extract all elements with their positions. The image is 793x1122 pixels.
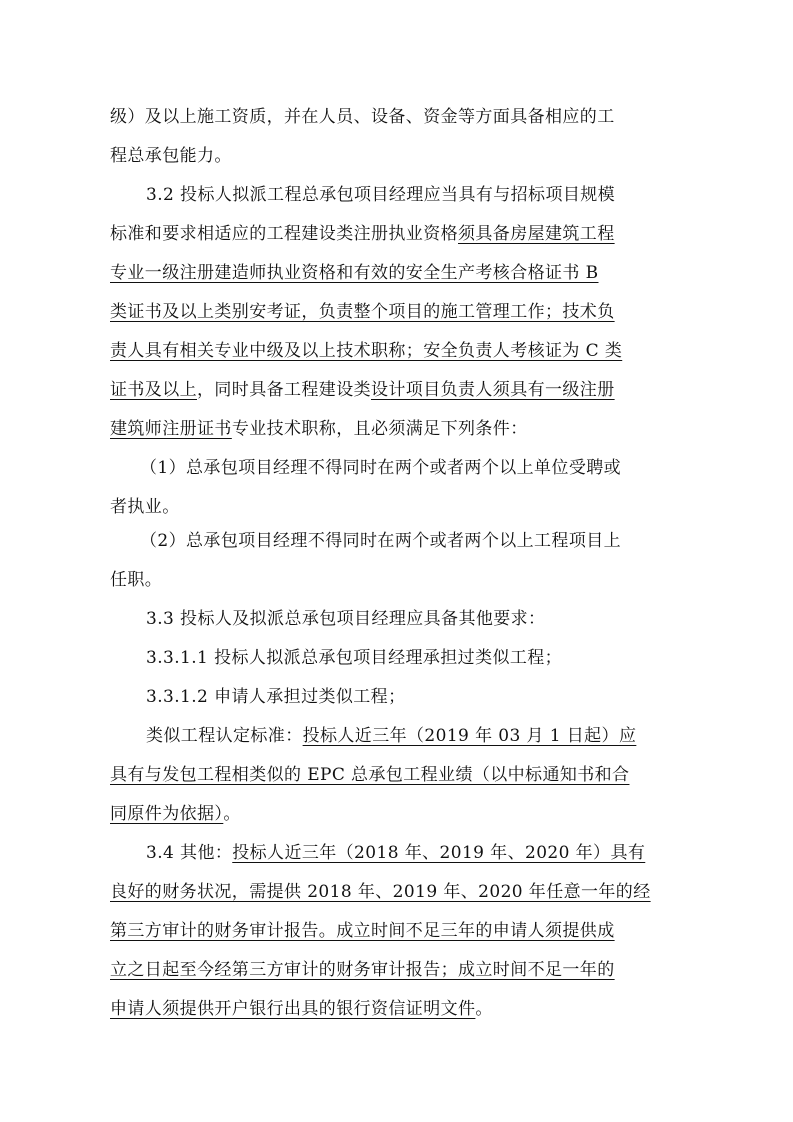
- text-run: 。: [223, 804, 241, 824]
- text-line: [140, 530, 621, 552]
- underlined-text-run: 责人具有相关专业中级及以上技术职称；安全负责人考核证为 C 类: [110, 341, 623, 361]
- underlined-text-run: 立之日起至今经第三方审计的财务审计报告；成立时间不足一年的: [110, 960, 615, 980]
- text-line: [146, 842, 645, 864]
- text-run: 者执业。: [110, 497, 180, 517]
- text-run: ，同时具备工程建设类: [197, 380, 371, 400]
- underlined-text-run: 设计项目负责人须具有一级注册: [371, 380, 615, 400]
- text-line: [110, 106, 615, 128]
- text-run: （2）总承包项目经理不得同时在两个或者两个以上工程项目上: [140, 531, 622, 551]
- underlined-text-run: 同原件为依据）: [110, 804, 224, 824]
- text-line: [140, 457, 621, 479]
- text-line: [110, 340, 622, 362]
- text-run: 级）及以上施工资质，并在人员、设备、资金等方面具备相应的工: [110, 107, 615, 127]
- text-line: [146, 686, 405, 708]
- text-run: 3.4 其他：: [146, 843, 233, 863]
- text-line: [110, 496, 180, 518]
- text-line: [110, 998, 493, 1020]
- text-line: [110, 418, 528, 440]
- text-run: 。: [475, 999, 493, 1019]
- text-run: 3.3 投标人及拟派总承包项目经理应具备其他要求：: [146, 609, 546, 629]
- underlined-text-run: 良好的财务状况，需提供 2018 年、2019 年、2020 年任意一年的经: [110, 882, 651, 902]
- underlined-text-run: 建筑师注册证书: [110, 419, 232, 439]
- underlined-text-run: 类证书及以上类别安考证，负责整个项目的施工管理工作；技术负: [110, 302, 615, 322]
- text-run: 任职。: [110, 570, 163, 590]
- text-line: [110, 379, 615, 401]
- text-run: 类似工程认定标准：: [146, 726, 303, 746]
- text-line: [110, 920, 615, 942]
- text-line: [146, 647, 562, 669]
- underlined-text-run: 须具备房屋建筑工程: [458, 224, 615, 244]
- underlined-text-run: 证书及以上: [110, 380, 197, 400]
- text-run: 专业技术职称，且必须满足下列条件：: [231, 419, 528, 439]
- text-run: 程总承包能力。: [110, 146, 232, 166]
- text-line: [146, 184, 615, 206]
- underlined-text-run: 申请人须提供开户银行出具的银行资信证明文件: [110, 999, 476, 1019]
- text-line: [110, 803, 241, 825]
- underlined-text-run: 投标人近三年（2018 年、2019 年、2020 年）具有: [232, 843, 646, 863]
- text-line: [146, 725, 636, 747]
- text-run: 标准和要求相适应的工程建设类注册执业资格: [110, 224, 458, 244]
- text-run: （1）总承包项目经理不得同时在两个或者两个以上单位受聘或: [140, 458, 622, 478]
- text-line: [110, 301, 615, 323]
- text-line: [110, 959, 615, 981]
- underlined-text-run: 第三方审计的财务审计报告。成立时间不足三年的申请人须提供成: [110, 921, 615, 941]
- underlined-text-run: 专业一级注册建造师执业资格和有效的安全生产考核合格证书 B: [110, 263, 599, 283]
- text-line: [110, 145, 232, 167]
- text-line: [110, 881, 651, 903]
- text-line: [110, 569, 162, 591]
- text-run: 3.2 投标人拟派工程总承包项目经理应当具有与招标项目规模: [146, 185, 616, 205]
- underlined-text-run: 具有与发包工程相类似的 EPC 总承包工程业绩（以中标通知书和合: [110, 765, 630, 785]
- text-line: [110, 764, 629, 786]
- text-line: [110, 262, 599, 284]
- text-line: [110, 223, 615, 245]
- text-line: [146, 608, 545, 630]
- underlined-text-run: 投标人近三年（2019 年 03 月 1 日起）应: [302, 726, 637, 746]
- text-run: 3.3.1.1 投标人拟派总承包项目经理承担过类似工程；: [146, 648, 563, 668]
- text-run: 3.3.1.2 申请人承担过类似工程；: [146, 687, 406, 707]
